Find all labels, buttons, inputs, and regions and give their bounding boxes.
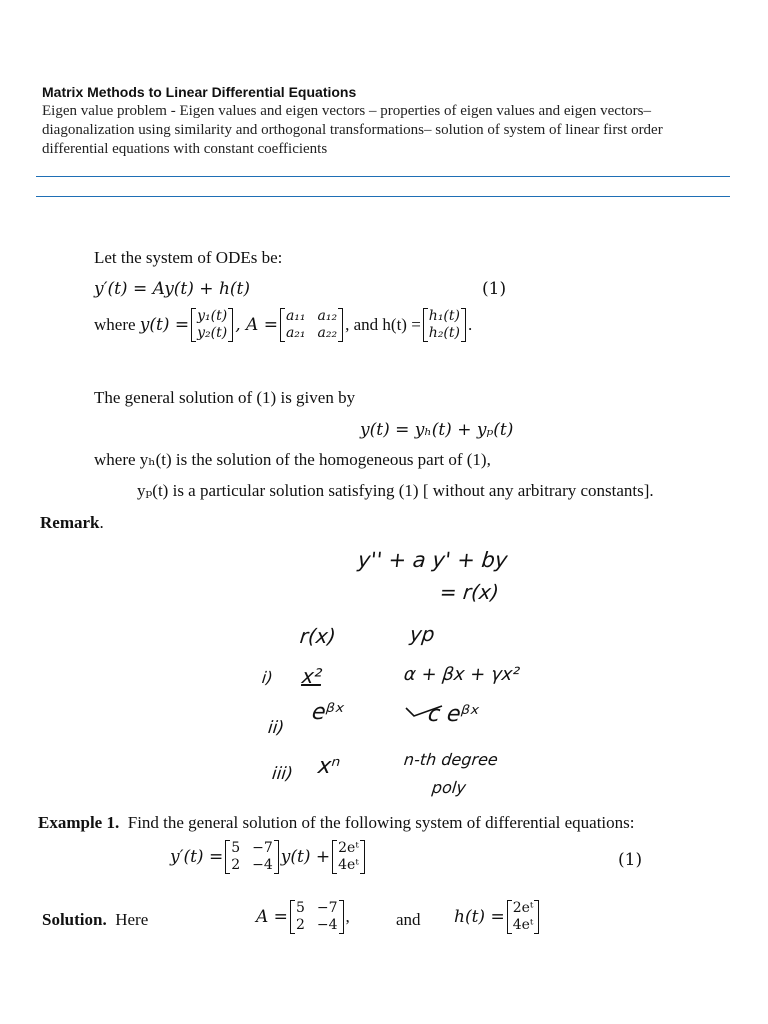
solution-A-lhs: A =: [256, 907, 288, 927]
a12: a₁₂: [317, 308, 338, 324]
hw-ode-line1: y'' + a y' + by: [356, 548, 509, 572]
hw-checkmark-stroke: [406, 706, 442, 716]
ex-m21: 2: [231, 857, 241, 873]
ex-m22: −4: [252, 857, 273, 873]
ex-v2: 4eᵗ: [338, 857, 359, 873]
A-definition-label: , A =: [235, 315, 278, 335]
y-entry-1: y₁(t): [197, 308, 228, 324]
remark-label: Remark: [40, 513, 100, 532]
hw-row-label-1: i): [261, 668, 274, 687]
sol-h1: 2eᵗ: [512, 900, 534, 916]
syllabus-line-2: diagonalization using similarity and orthogonal transformations– solution of system of linear first order: [42, 122, 663, 138]
a22: a₂₂: [317, 325, 338, 341]
example-vector: [332, 840, 365, 874]
example-text: Find the general solution of the following system of differential equations:: [127, 813, 635, 832]
sol-h2: 4eᵗ: [512, 917, 534, 933]
hw-row-label-3: iii): [270, 764, 294, 784]
example-equation: [170, 840, 367, 874]
solution-heading: [42, 910, 148, 930]
hw-col2-row2: c eᵝˣ: [426, 702, 481, 727]
ex-v1: 2eᵗ: [338, 840, 359, 856]
hw-col1-row1: x²: [300, 664, 324, 688]
hw-checkmark: [404, 700, 444, 720]
ex-m11: 5: [231, 840, 241, 856]
hw-col1-row2: eᵝˣ: [310, 700, 346, 725]
system-equation: y′(t) = Ay(t) + h(t): [94, 279, 250, 299]
hw-col2-row3: n-th degree: [403, 750, 499, 769]
divider-bottom: [36, 196, 730, 197]
solution-label: Solution.: [42, 910, 107, 929]
h-definition-label: , and h(t) =: [345, 315, 421, 334]
hw-col2-row1: α + βx + γx²: [402, 664, 521, 685]
sol-m11: 5: [295, 900, 305, 916]
particular-line: yₚ(t) is a particular solution satisfying (1) [ without any arbitrary constants].: [137, 481, 654, 500]
solution-h-lhs: h(t) =: [454, 907, 505, 927]
sol-m22: −4: [316, 917, 338, 933]
A-matrix: [280, 308, 343, 342]
h-entry-2: h₂(t): [428, 325, 460, 341]
general-solution-formula: y(t) = yₕ(t) + yₚ(t): [360, 420, 514, 440]
solution-here: Here: [115, 910, 149, 929]
general-solution-intro: The general solution of (1) is given by: [94, 388, 356, 407]
sol-m21: 2: [295, 917, 305, 933]
example-statement: [38, 813, 635, 833]
a11: a₁₁: [285, 308, 306, 324]
sol-m12: −7: [316, 900, 338, 916]
syllabus-line-1: Eigen value problem - Eigen values and eigen vectors – properties of eigen values and eigen vectors–: [42, 103, 651, 119]
solution-and: and: [396, 910, 421, 929]
period: .: [467, 315, 473, 334]
example-label: Example 1.: [38, 813, 120, 832]
y-vector: [191, 308, 233, 342]
remark-heading: [40, 513, 104, 533]
hw-ode-line2: = r(x): [438, 580, 501, 604]
a21: a₂₁: [285, 325, 306, 341]
syllabus-line-3: differential equations with constant coefficients: [42, 141, 328, 157]
equation-number: (1): [482, 279, 507, 299]
solution-h-vector: [507, 900, 540, 934]
intro-line: Let the system of ODEs be:: [94, 248, 283, 267]
y-entry-2: y₂(t): [197, 325, 228, 341]
hw-col2-row3-extra: poly: [431, 778, 467, 797]
example-lhs: y′(t) =: [170, 847, 224, 867]
hw-row-label-2: ii): [266, 718, 286, 738]
homogeneous-line: where yₕ(t) is the solution of the homogeneous part of (1),: [94, 450, 491, 469]
hw-col2-heading: yp: [408, 622, 436, 646]
ex-m12: −7: [252, 840, 273, 856]
solution-comma: ,: [345, 907, 350, 926]
where-prefix: where: [94, 315, 136, 334]
solution-A: [256, 900, 350, 934]
hw-col1-heading: r(x): [298, 624, 337, 648]
divider-top: [36, 176, 730, 177]
y-definition-label: y(t) =: [139, 315, 190, 335]
h-entry-1: h₁(t): [428, 308, 460, 324]
example-matrix: [225, 840, 279, 874]
h-vector: [423, 308, 466, 342]
section-title: Matrix Methods to Linear Differential Equations: [42, 84, 357, 100]
hw-col1-row3: xⁿ: [316, 754, 342, 779]
example-mid: y(t) +: [280, 847, 331, 867]
solution-A-matrix: [290, 900, 344, 934]
solution-h: [454, 900, 541, 934]
remark-period: .: [99, 513, 104, 532]
example-eq-number: (1): [618, 850, 643, 870]
where-definitions: [94, 308, 472, 342]
